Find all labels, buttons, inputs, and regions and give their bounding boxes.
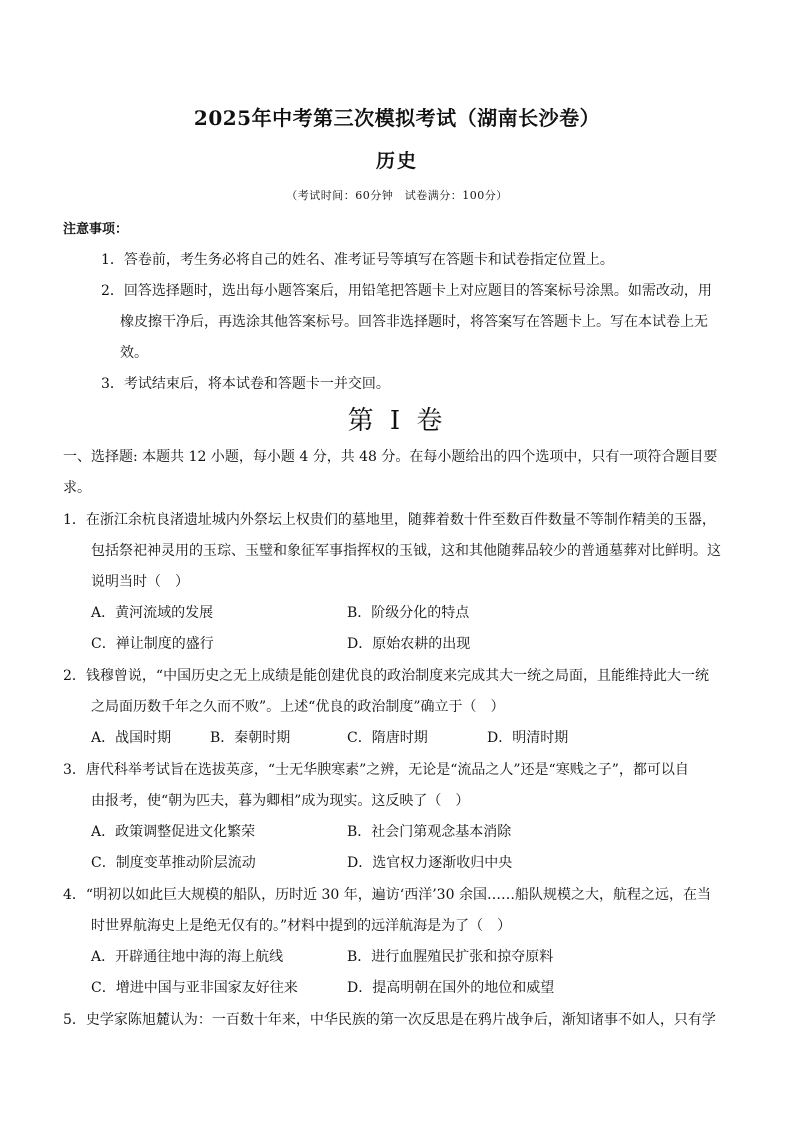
question-2-option-c: C．隋唐时期 <box>347 730 428 746</box>
notice-item-2-line-1: 2．回答选择题时，选出每小题答案后，用铅笔把答题卡上对应题目的答案标号涂黑。如需改动，用 <box>101 283 712 299</box>
subject-title: 历史 <box>375 150 418 172</box>
question-1-line-3: 说明当时（ ） <box>91 574 189 590</box>
notice-item-1: 1．答卷前，考生务必将自己的姓名、准考证号等填写在答题卡和试卷指定位置上。 <box>101 252 614 268</box>
question-4-option-a: A．开辟通往地中海的海上航线 <box>91 949 284 965</box>
question-4-line-2: 时世界航海史上是绝无仅有的。”材料中提到的远洋航海是为了（ ） <box>91 918 512 934</box>
question-5-line-1: 5．史学家陈旭麓认为：一百数十年来，中华民族的第一次反思是在鸦片战争后，渐知诸事不如人，只有学 <box>63 1012 716 1028</box>
question-3-option-a: A．政策调整促进文化繁荣 <box>91 824 256 840</box>
notice-item-2-line-2: 橡皮擦干净后，再选涂其他答案标号。回答非选择题时，将答案写在答题卡上。写在本试卷上无 <box>120 314 708 330</box>
question-3-option-d: D．选官权力逐渐收归中央 <box>347 855 513 871</box>
question-1-line-2: 包括祭祀神灵用的玉琮、玉璧和象征军事指挥权的玉钺，这和其他随葬品较少的普通墓葬对比鲜明。这 <box>91 543 721 559</box>
question-3-option-c: C．制度变革推动阶层流动 <box>91 855 256 871</box>
question-4-option-c: C．增进中国与亚非国家友好往来 <box>91 980 298 996</box>
question-1-option-c: C．禅让制度的盛行 <box>91 636 214 652</box>
question-1-option-d: D．原始农耕的出现 <box>347 636 471 652</box>
notice-item-2-line-3: 效。 <box>120 345 148 361</box>
question-4-line-1: 4．“明初以如此巨大规模的船队，历时近 30 年，遍访‘西洋’30 余国……船队规模之大，航程之远，在当 <box>63 887 711 903</box>
question-2-option-b: B．秦朝时期 <box>210 730 291 746</box>
notice-heading: 注意事项： <box>63 222 129 237</box>
section-intro-line-1: 一、选择题: 本题共 12 小题，每小题 4 分，共 48 分。在每小题给出的四个选项中，只有一项符合题目要 <box>63 449 718 465</box>
question-1-option-a: A．黄河流域的发展 <box>91 605 214 621</box>
exam-title: 2025年中考第三次模拟考试（湖南长沙卷） <box>193 106 601 130</box>
question-3-option-b: B．社会门第观念基本消除 <box>347 824 512 840</box>
section-title: 第 I 卷 <box>347 406 447 436</box>
question-2-option-a: A．战国时期 <box>91 730 172 746</box>
question-1-line-1: 1．在浙江余杭良渚遗址城内外祭坛上权贵们的墓地里，随葬着数十件至数百件数量不等制作精美的玉器， <box>63 512 716 528</box>
question-1-option-b: B．阶级分化的特点 <box>347 605 470 621</box>
section-intro-line-2: 求。 <box>63 480 91 496</box>
question-4-option-b: B．进行血腥殖民扩张和掠夺原料 <box>347 949 554 965</box>
question-2-line-2: 之局面历数千年之久而不败”。上述“优良的政治制度”确立于（ ） <box>91 699 505 715</box>
exam-info: （考试时间：60分钟 试卷满分：100分） <box>286 189 508 202</box>
question-3-line-2: 由报考，使“朝为匹夫，暮为卿相”成为现实。这反映了（ ） <box>91 793 470 809</box>
question-3-line-1: 3．唐代科举考试旨在选拔英彦，“士无华腴寒素”之辨，无论是“流品之人”还是“寒贱之子”，都可以自 <box>63 762 689 778</box>
question-2-line-1: 2．钱穆曾说，“中国历史之无上成绩是能创建优良的政治制度来完成其大一统之局面，且能维持此大一统 <box>63 668 710 684</box>
notice-item-3: 3．考试结束后，将本试卷和答题卡一并交回。 <box>101 376 390 392</box>
question-2-option-d: D．明清时期 <box>487 730 569 746</box>
question-4-option-d: D．提高明朝在国外的地位和威望 <box>347 980 555 996</box>
